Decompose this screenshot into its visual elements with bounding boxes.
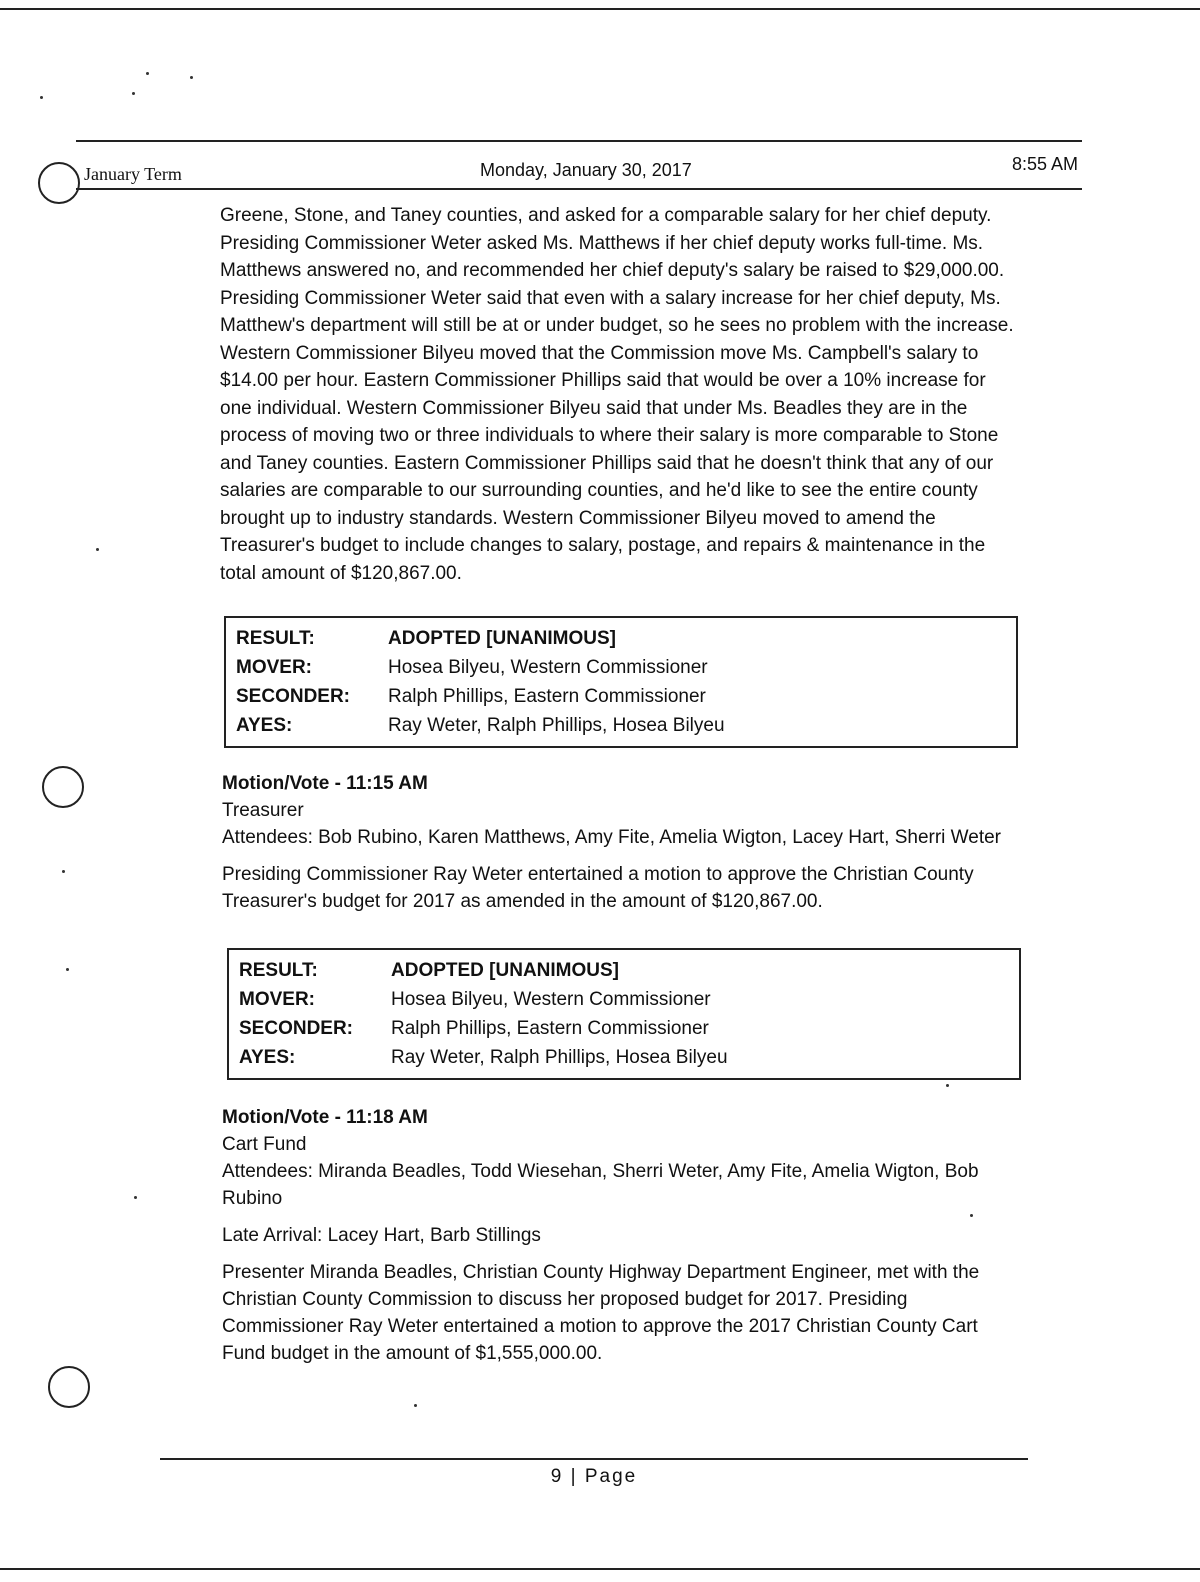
- binder-hole: [42, 766, 84, 808]
- motion-subject: Cart Fund: [222, 1134, 307, 1155]
- page-header: [76, 140, 1082, 196]
- header-term: January Term: [84, 164, 182, 184]
- result-label: RESULT:: [236, 628, 315, 649]
- seconder-row: [239, 1014, 1009, 1043]
- scan-speck: [146, 72, 149, 75]
- intro-paragraph: Greene, Stone, and Taney counties, and asked for a comparable salary for her chief deputy. Presiding Commissioner Weter asked Ms. Matthews if her chief deputy works full-time. Ms. Matthews answered no, and recommended her chief deputy's salary be raised to $29,000.00. Presiding Commissioner Weter said that even with a salary increase for her chief deputy, Ms. Matthew's department will still be at or under budget, so he sees no problem with the increase. Western Commissioner Bilyeu moved that the Commission move Ms. Campbell's salary to $14.00 per hour. Eastern Commissioner Phillips said that would be over a 10% increase for one individual. Western Commissioner Bilyeu said that under Ms. Beadles they are in the process of moving two or three individuals to where their salary is more comparable to Stone and Taney counties. Eastern Commissioner Phillips said that he doesn't think that any of our salaries are comparable to our surrounding counties, and he'd like to see the entire county brought up to industry standards. Western Commissioner Bilyeu moved to amend the Treasurer's budget to include changes to salary, postage, and repairs & maintenance in the total amount of $120,867.00.: [220, 205, 1014, 584]
- top-scan-rule: [0, 8, 1200, 10]
- mover-label: MOVER:: [236, 657, 312, 678]
- scan-speck: [66, 968, 69, 971]
- intro-section: [220, 202, 1020, 587]
- footer-rule: [160, 1458, 1028, 1460]
- motion-section: [222, 770, 1022, 915]
- ayes-row: [239, 1043, 1009, 1072]
- scan-speck: [132, 92, 135, 95]
- header-date: Monday, January 30, 2017: [480, 160, 692, 180]
- seconder-value: Ralph Phillips, Eastern Commissioner: [391, 1018, 709, 1039]
- scan-speck: [62, 870, 65, 873]
- motion-heading: Motion/Vote - 11:18 AM: [222, 1107, 428, 1128]
- motion-description: Presenter Miranda Beadles, Christian County Highway Department Engineer, met with the Christian County Commission to discuss her proposed budget for 2017. Presiding Commissioner Ray Weter entertained a motion to approve the 2017 Christian County Cart Fund budget in the amount of $1,555,000.00.: [222, 1262, 980, 1364]
- seconder-value: Ralph Phillips, Eastern Commissioner: [388, 686, 706, 707]
- scan-speck: [134, 1196, 137, 1199]
- ayes-label: AYES:: [236, 715, 293, 736]
- mover-value: Hosea Bilyeu, Western Commissioner: [388, 657, 708, 678]
- binder-hole: [38, 162, 80, 204]
- header-rule-top: [76, 140, 1082, 142]
- result-row: [236, 624, 1006, 653]
- ayes-label: AYES:: [239, 1047, 296, 1068]
- mover-label: MOVER:: [239, 989, 315, 1010]
- motion-attendees: Attendees: Miranda Beadles, Todd Wiesehan, Sherri Weter, Amy Fite, Amelia Wigton, Bob Rubino: [222, 1161, 979, 1209]
- page-number: 9 | Page: [550, 1466, 638, 1487]
- result-label: RESULT:: [239, 960, 318, 981]
- result-value: ADOPTED [UNANIMOUS]: [391, 960, 619, 981]
- result-row: [239, 956, 1009, 985]
- mover-row: [236, 653, 1006, 682]
- motion-late-arrival: Late Arrival: Lacey Hart, Barb Stillings: [222, 1225, 541, 1246]
- seconder-label: SECONDER:: [239, 1018, 354, 1039]
- result-box: [224, 616, 1018, 748]
- motion-attendees: Attendees: Bob Rubino, Karen Matthews, Amy Fite, Amelia Wigton, Lacey Hart, Sherri Weter: [222, 827, 1001, 848]
- ayes-row: [236, 711, 1006, 740]
- bottom-scan-rule: [0, 1568, 1200, 1570]
- header-rule-bottom: [76, 188, 1082, 190]
- binder-hole: [48, 1366, 90, 1408]
- scan-speck: [190, 76, 193, 79]
- result-value: ADOPTED [UNANIMOUS]: [388, 628, 616, 649]
- seconder-row: [236, 682, 1006, 711]
- result-box: [227, 948, 1021, 1080]
- scan-speck: [40, 96, 43, 99]
- motion-description: Presiding Commissioner Ray Weter entertained a motion to approve the Christian County Treasurer's budget for 2017 as amended in the amount of $120,867.00.: [222, 864, 974, 912]
- motion-heading: Motion/Vote - 11:15 AM: [222, 773, 428, 794]
- mover-row: [239, 985, 1009, 1014]
- scan-speck: [96, 548, 99, 551]
- ayes-value: Ray Weter, Ralph Phillips, Hosea Bilyeu: [388, 715, 725, 736]
- mover-value: Hosea Bilyeu, Western Commissioner: [391, 989, 711, 1010]
- header-time: 8:55 AM: [1011, 154, 1078, 174]
- motion-section: [222, 1104, 1022, 1367]
- motion-subject: Treasurer: [222, 800, 304, 821]
- ayes-value: Ray Weter, Ralph Phillips, Hosea Bilyeu: [391, 1047, 728, 1068]
- scan-speck: [414, 1404, 417, 1407]
- page-footer: [160, 1458, 1028, 1488]
- seconder-label: SECONDER:: [236, 686, 351, 707]
- scan-speck: [946, 1084, 949, 1087]
